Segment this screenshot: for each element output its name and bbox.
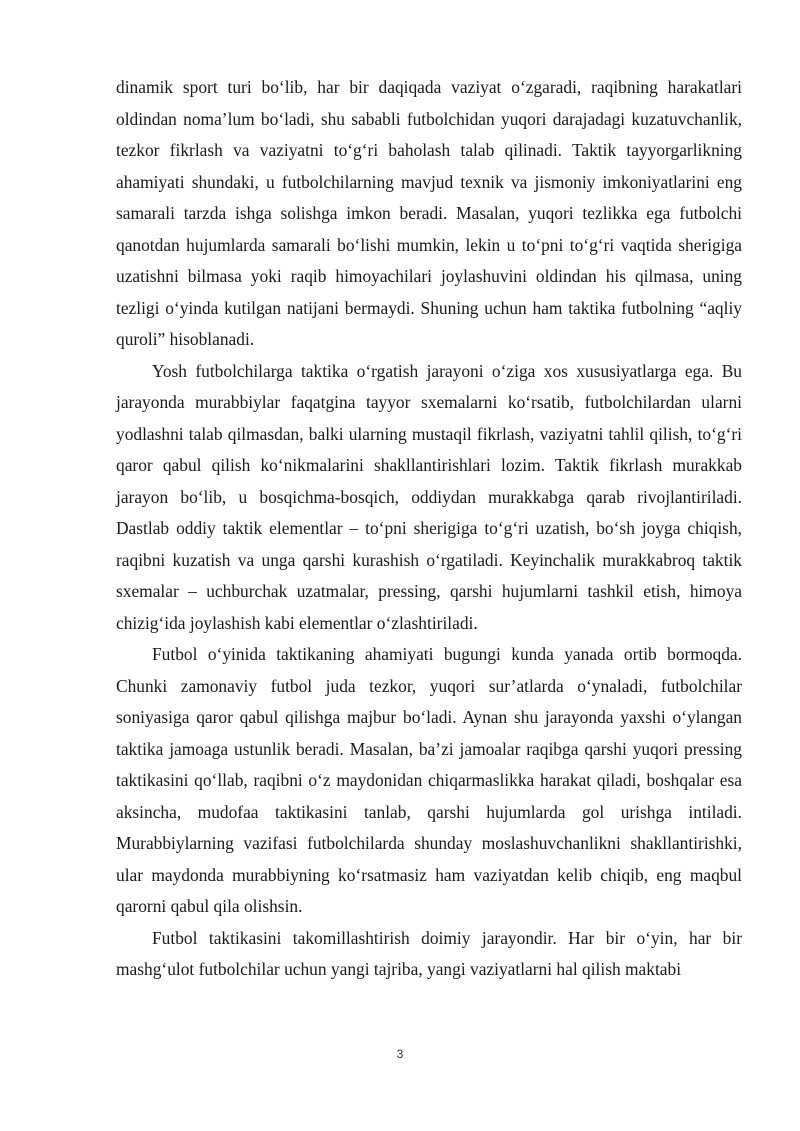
paragraph-youth-tactics: Yosh futbolchilarga taktika o‘rgatish jarayoni o‘ziga xos xususiyatlarga ega. Bu jarayonda murabbiylar faqatgina tayyor sxemalarni ko‘rsatib, futbolchilardan ularni yodlashni talab qilmasdan, balki ularning mustaqil fikrlash, vaziyatni tahlil qilish, to‘g‘ri qaror qabul qilish ko‘nikmalarini shakllantirishlari lozim. Taktik fikrlash murakkab jarayon bo‘lib, u bosqichma-bosqich, oddiydan murakkabga qarab rivojlantiriladi. Dastlab oddiy taktik elementlar – to‘pni sherigiga to‘g‘ri uzatish, bo‘sh joyga chiqish, raqibni kuzatish va unga qarshi kurashish o‘rgatiladi. Keyinchalik murakkabroq taktik sxemalar – uchburchak uzatmalar, pressing, qarshi hujumlarni tashkil etish, himoya chizig‘ida joylashish kabi elementlar o‘zlashtiriladi. [116, 360, 742, 633]
paragraph-tactics-improvement: Futbol taktikasini takomillashtirish doimiy jarayondir. Har bir o‘yin, har bir mashg‘ulot futbolchilar uchun yangi tajriba, yangi vaziyatlarni hal qilish maktabi [116, 927, 742, 979]
paragraph-modern-football: Futbol o‘yinida taktikaning ahamiyati bugungi kunda yanada ortib bormoqda. Chunki zamonaviy futbol juda tezkor, yuqori sur’atlarda o‘ynaladi, futbolchilar soniyasiga qaror qabul qilishga majbur bo‘ladi. Aynan shu jarayonda yaxshi o‘ylangan taktika jamoaga ustunlik beradi. Masalan, ba’zi jamoalar raqibga qarshi yuqori pressing taktikasini qo‘llab, raqibni o‘z maydonidan chiqarmaslikka harakat qiladi, boshqalar esa aksincha, mudofaa taktikasini tanlab, qarshi hujumlarda gol urishga intiladi. Murabbiylarning vazifasi futbolchilarda shunday moslashuvchanlikni shakllantirishki, ular maydonda murabbiyning ko‘rsatmasiz ham vaziyatdan kelib chiqib, eng maqbul qarorni qabul qila olishsin. [116, 644, 742, 916]
page-number: 3 [396, 1047, 404, 1061]
paragraph-continuation: dinamik sport turi bo‘lib, har bir daqiqada vaziyat o‘zgaradi, raqibning harakatlari oldindan noma’lum bo‘ladi, shu sababli futbolchidan yuqori darajadagi kuzatuvchanlik, tezkor fikrlash va vaziyatni to‘g‘ri baholash talab qilinadi. Taktik tayyorgarlikning ahamiyati shundaki, u futbolchilarning mavjud texnik va jismoniy imkoniyatlarini eng samarali tarzda ishga solishga imkon beradi. Masalan, yuqori tezlikka ega futbolchi qanotdan hujumlarda samarali bo‘lishi mumkin, lekin u to‘pni to‘g‘ri vaqtida sherigiga uzatishni bilmasa yoki raqib himoyachilari joylashuvini oldindan his qilmasa, uning tezligi o‘yinda kutilgan natijani bermaydi. Shuning uchun ham taktika futbolning “aqliy quroli” hisoblanadi. [116, 77, 742, 349]
document-body [116, 72, 742, 986]
